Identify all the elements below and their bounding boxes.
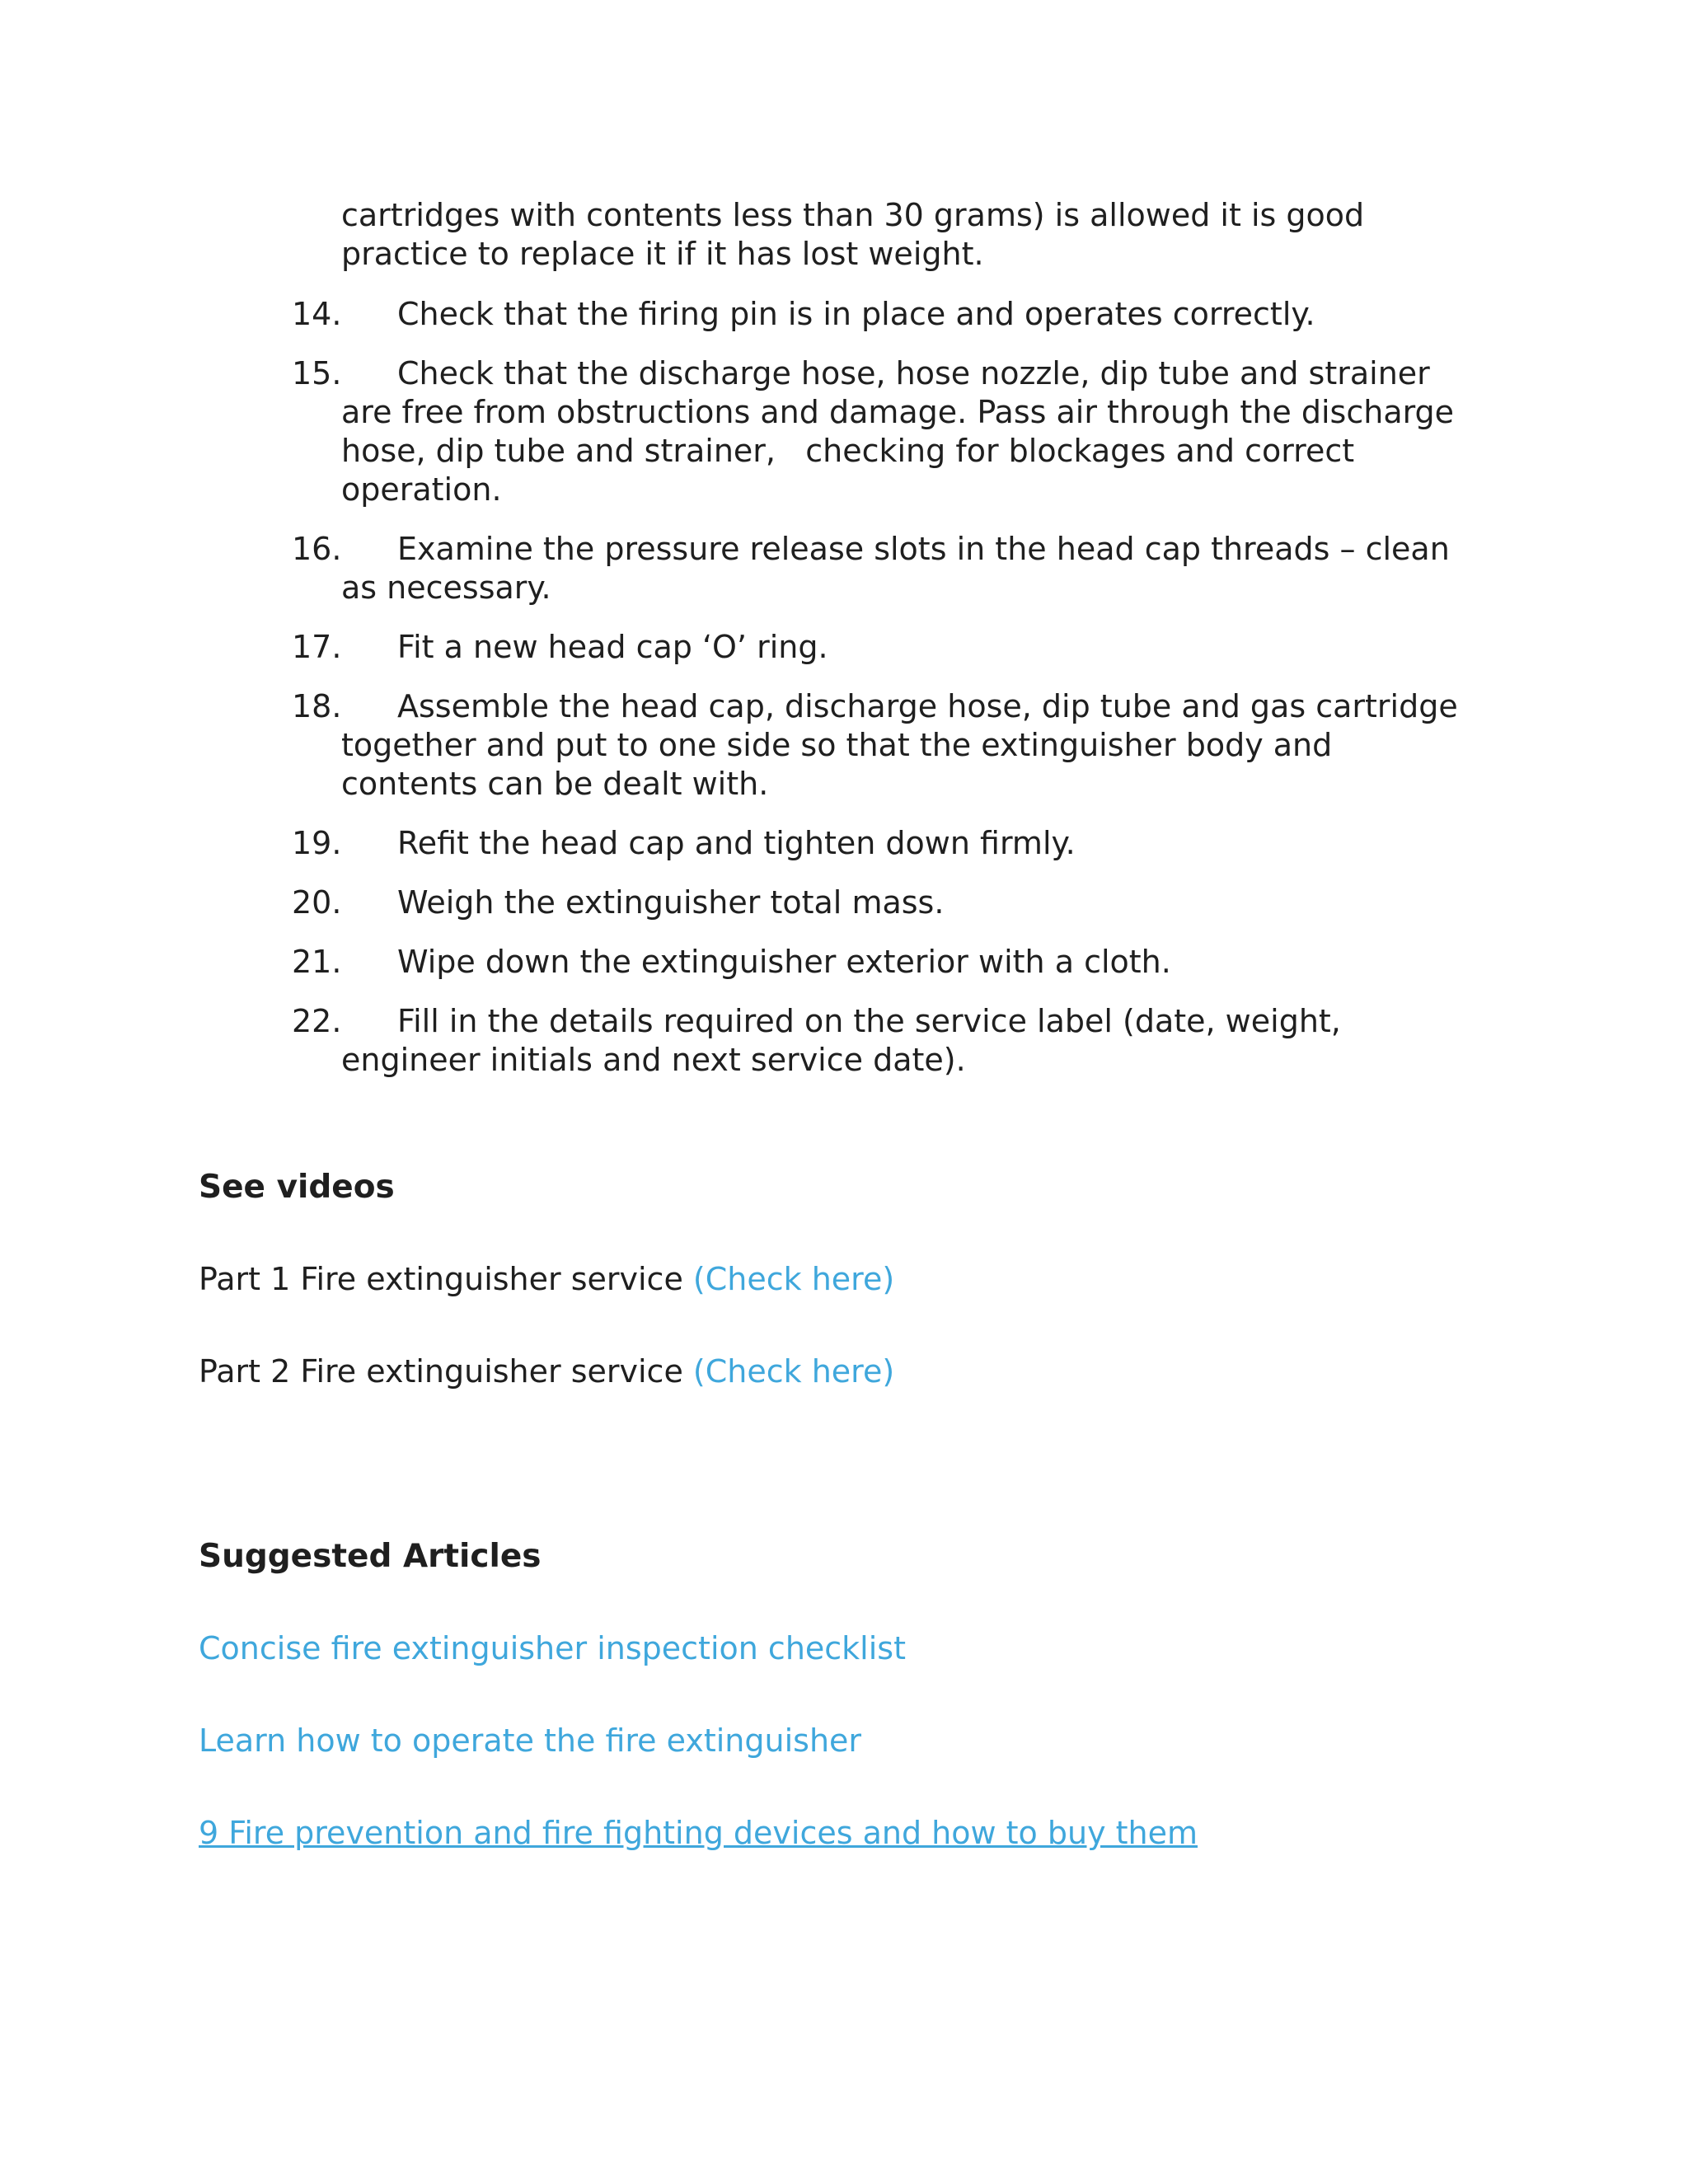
video-part-2 xyxy=(199,1353,894,1390)
step-number: 15. xyxy=(292,355,342,391)
step-item xyxy=(292,824,1495,863)
step-item xyxy=(292,943,1495,982)
step-item xyxy=(292,687,1495,804)
step-text: are free from obstructions and damage. Pass air through the discharge xyxy=(341,394,1455,430)
step-text: Check that the discharge hose, hose nozzle, dip tube and strainer xyxy=(397,355,1430,391)
article-link-operate-extinguisher[interactable]: Learn how to operate the fire extinguisher xyxy=(199,1722,862,1759)
step-text: Fit a new head cap ‘O’ ring. xyxy=(397,629,828,665)
step-text: Weigh the extinguisher total mass. xyxy=(397,884,945,921)
step-text: Fill in the details required on the service label (date, weight, xyxy=(397,1003,1341,1039)
step-text: Examine the pressure release slots in the head cap threads – clean xyxy=(397,531,1450,567)
step-list xyxy=(292,295,1495,1100)
video-label: Part 1 Fire extinguisher service xyxy=(199,1261,693,1297)
step-number: 21. xyxy=(292,944,342,980)
step-number: 16. xyxy=(292,531,342,567)
text-line: practice to replace it if it has lost weight. xyxy=(341,236,984,272)
article-link-inspection-checklist[interactable]: Concise fire extinguisher inspection checklist xyxy=(199,1630,906,1666)
text-line: cartridges with contents less than 30 grams) is allowed it is good xyxy=(341,197,1365,233)
check-here-link[interactable]: (Check here) xyxy=(692,1353,895,1390)
step-item xyxy=(292,295,1495,334)
continued-step-text xyxy=(341,196,1495,274)
step-number: 22. xyxy=(292,1003,342,1039)
step-item xyxy=(292,530,1495,607)
step-number: 19. xyxy=(292,825,342,861)
step-text: together and put to one side so that the extinguisher body and xyxy=(341,727,1333,763)
video-label: Part 2 Fire extinguisher service xyxy=(199,1353,693,1390)
step-text: Check that the firing pin is in place and operates correctly. xyxy=(397,296,1315,332)
article-link-fire-prevention-devices[interactable]: 9 Fire prevention and fire fighting devices and how to buy them xyxy=(199,1815,1198,1851)
step-text: hose, dip tube and strainer, checking for blockages and correct xyxy=(341,433,1355,469)
step-text: Assemble the head cap, discharge hose, dip tube and gas cartridge xyxy=(397,688,1458,724)
step-item xyxy=(292,883,1495,922)
step-text: engineer initials and next service date). xyxy=(341,1042,966,1078)
step-number: 14. xyxy=(292,296,342,332)
video-part-1 xyxy=(199,1261,894,1297)
step-item xyxy=(292,354,1495,509)
step-text: Wipe down the extinguisher exterior with a cloth. xyxy=(397,944,1171,980)
step-number: 17. xyxy=(292,629,342,665)
step-item xyxy=(292,628,1495,667)
step-text: operation. xyxy=(341,471,502,508)
check-here-link[interactable]: (Check here) xyxy=(692,1261,895,1297)
step-number: 18. xyxy=(292,688,342,724)
step-text: contents can be dealt with. xyxy=(341,766,769,802)
suggested-articles-heading: Suggested Articles xyxy=(199,1538,542,1575)
step-item xyxy=(292,1002,1495,1080)
step-text: Refit the head cap and tighten down firmly. xyxy=(397,825,1076,861)
see-videos-heading: See videos xyxy=(199,1169,395,1206)
step-number: 20. xyxy=(292,884,342,921)
step-text: as necessary. xyxy=(341,569,551,606)
